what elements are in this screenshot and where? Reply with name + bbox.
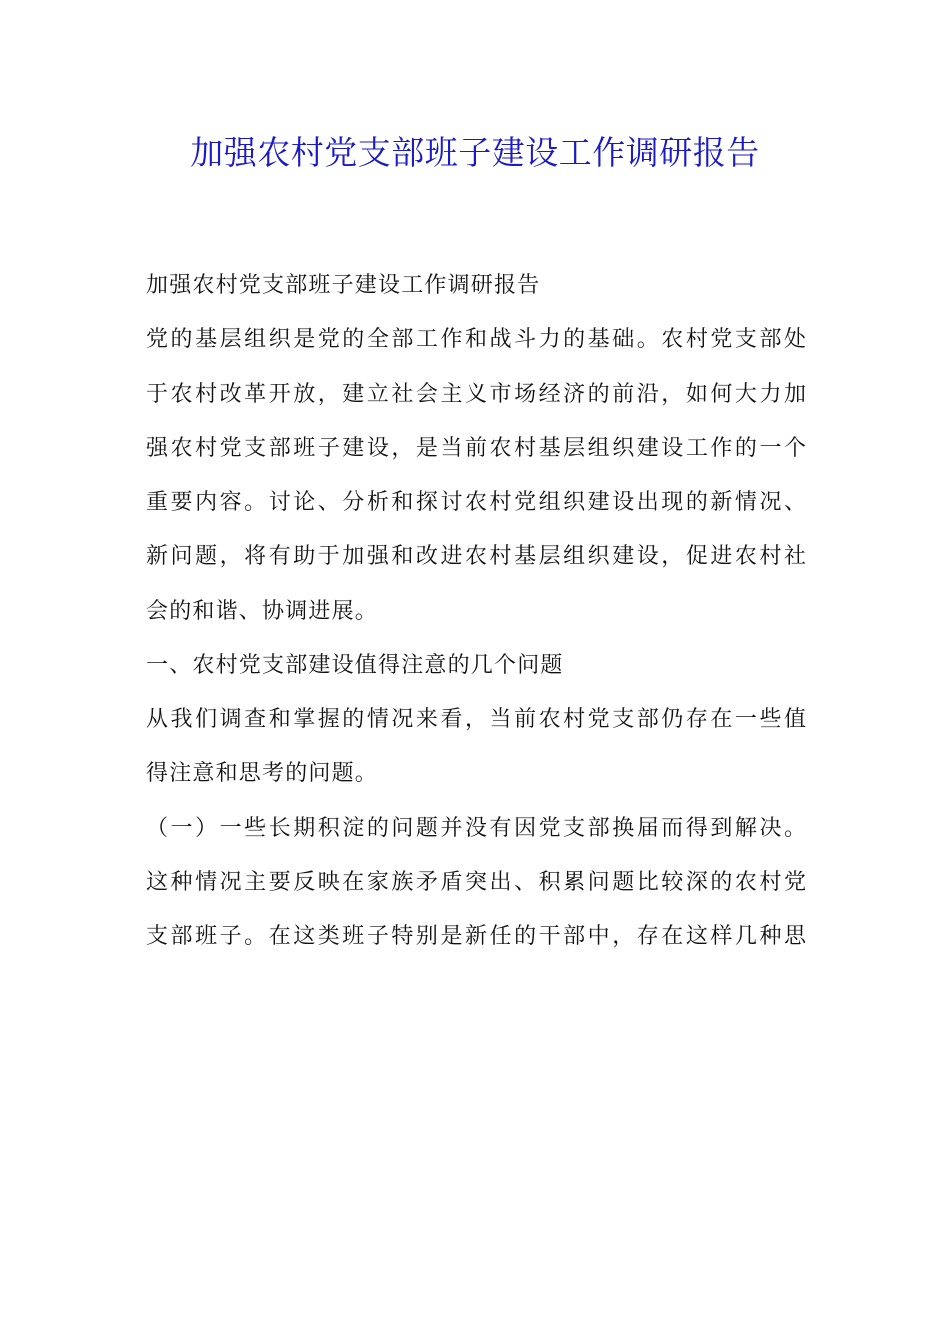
document-body — [146, 259, 806, 964]
paragraph-line: 强农村党支部班子建设，是当前农村基层组织建设工作的一个 — [146, 435, 806, 461]
document-title: 加强农村党支部班子建设工作调研报告 — [190, 133, 760, 172]
paragraph-line: 支部班子。在这类班子特别是新任的干部中，存在这样几种思 — [146, 924, 806, 949]
section-heading: 一、农村党支部建设值得注意的几个问题 — [146, 652, 564, 678]
paragraph-line: 得注意和思考的问题。 — [146, 761, 379, 787]
paragraph-line: 这种情况主要反映在家族矛盾突出、积累问题比较深的农村党 — [146, 869, 806, 895]
paragraph-line: 新问题，将有助于加强和改进农村基层组织建设，促进农村社 — [146, 544, 806, 570]
subtitle-line: 加强农村党支部班子建设工作调研报告 — [146, 273, 541, 298]
paragraph-line: 党的基层组织是党的全部工作和战斗力的基础。农村党支部处 — [146, 327, 806, 353]
paragraph-line: 会的和谐、协调进展。 — [146, 598, 379, 624]
paragraph-line: 于农村改革开放，建立社会主义市场经济的前沿，如何大力加 — [146, 381, 806, 407]
subsection-heading: （一）一些长期积淀的问题并没有因党支部换届而得到解决。 — [146, 815, 806, 841]
paragraph-line: 重要内容。讨论、分析和探讨农村党组织建设出现的新情况、 — [146, 490, 806, 515]
paragraph-line: 从我们调查和掌握的情况来看，当前农村党支部仍存在一些值 — [146, 707, 806, 732]
